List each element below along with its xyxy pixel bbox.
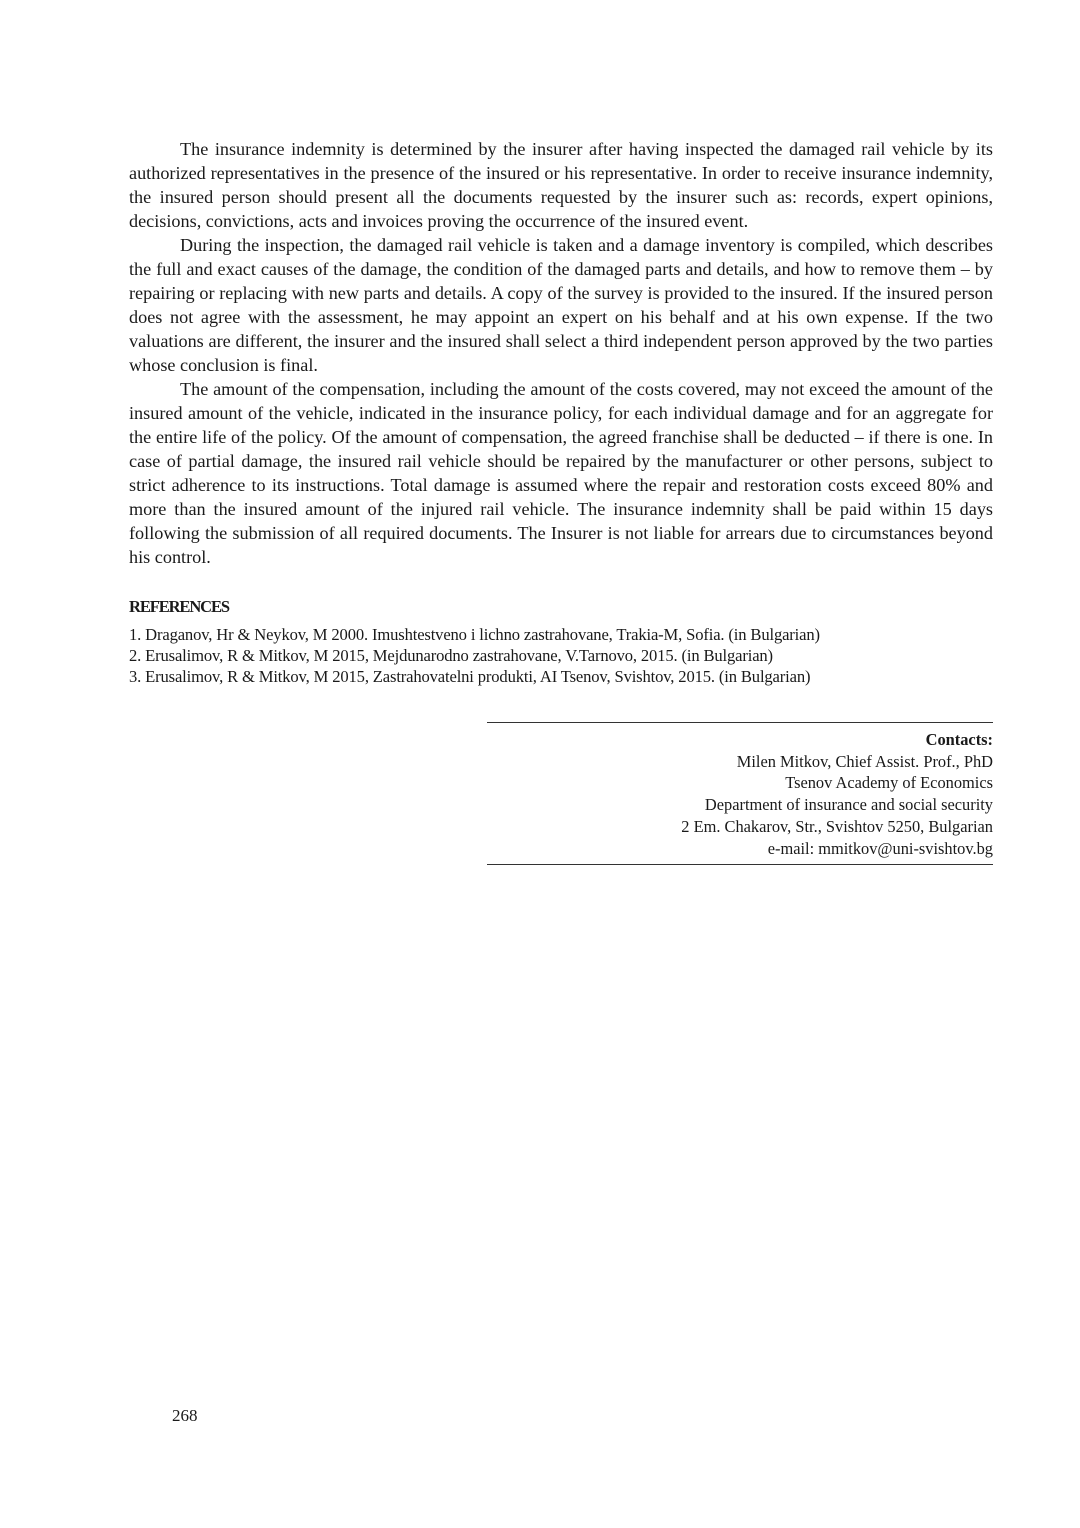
contact-institution: Tsenov Academy of Economics	[785, 773, 993, 793]
contact-name: Milen Mitkov, Chief Assist. Prof., PhD	[736, 751, 993, 771]
reference-item: 2. Erusalimov, R & Mitkov, M 2015, Mejdunarodno zastrahovane, V.Tarnovo, 2015. (in Bulgarian)	[129, 646, 773, 665]
contact-email: e-mail: mmitkov@uni-svishtov.bg	[767, 838, 993, 858]
contacts-title: Contacts:	[925, 730, 993, 749]
article-body	[129, 137, 993, 687]
body-paragraph: During the inspection, the damaged rail vehicle is taken and a damage inventory is compiled, which describes the full and exact causes of the damage, the condition of the damaged parts and details, and how to remove them – by repairing or replacing with new parts and details. A copy of the survey is provided to the insured. If the insured person does not agree with the assessment, he may appoint an expert on his behalf and at his own expense. If the two valuations are different, the insurer and the insured shall select a third independent person approved by the two parties whose conclusion is final.	[129, 235, 993, 375]
body-paragraph: The amount of the compensation, including the amount of the costs covered, may not exceed the amount of the insured amount of the vehicle, indicated in the insurance policy, for each individual damage and for an aggregate for the entire life of the policy. Of the amount of compensation, the agreed franchise shall be deducted – if there is one. In case of partial damage, the insured rail vehicle should be repaired by the manufacturer or other persons, subject to strict adherence to its instructions. Total damage is assumed where the repair and restoration costs exceed 80% and more than the insured amount of the injured rail vehicle. The insurance indemnity shall be paid within 15 days following the submission of all required documents. The Insurer is not liable for arrears due to circumstances beyond his control.	[129, 379, 993, 567]
contact-address: 2 Em. Chakarov, Str., Svishtov 5250, Bulgarian	[681, 816, 993, 836]
contacts-block	[487, 722, 993, 865]
body-paragraph: The insurance indemnity is determined by the insurer after having inspected the damaged rail vehicle by its authorized representatives in the presence of the insured or his representative. In order to receive insurance indemnity, the insured person should present all the documents requested by the insurer such as: records, expert opinions, decisions, convictions, acts and invoices proving the occurrence of the insured event.	[129, 139, 993, 231]
contact-department: Department of insurance and social security	[704, 795, 993, 815]
page-number: 268	[172, 1406, 198, 1425]
references-list	[129, 624, 993, 687]
references-heading: REFERENCES	[129, 597, 229, 616]
reference-item: 1. Draganov, Hr & Neykov, M 2000. Imushtestveno i lichno zastrahovane, Trakia-M, Sofia. (in Bulgarian)	[129, 625, 820, 644]
reference-item: 3. Erusalimov, R & Mitkov, M 2015, Zastrahovatelni produkti, AI Tsenov, Svishtov, 2015. (in Bulgarian)	[129, 667, 811, 686]
